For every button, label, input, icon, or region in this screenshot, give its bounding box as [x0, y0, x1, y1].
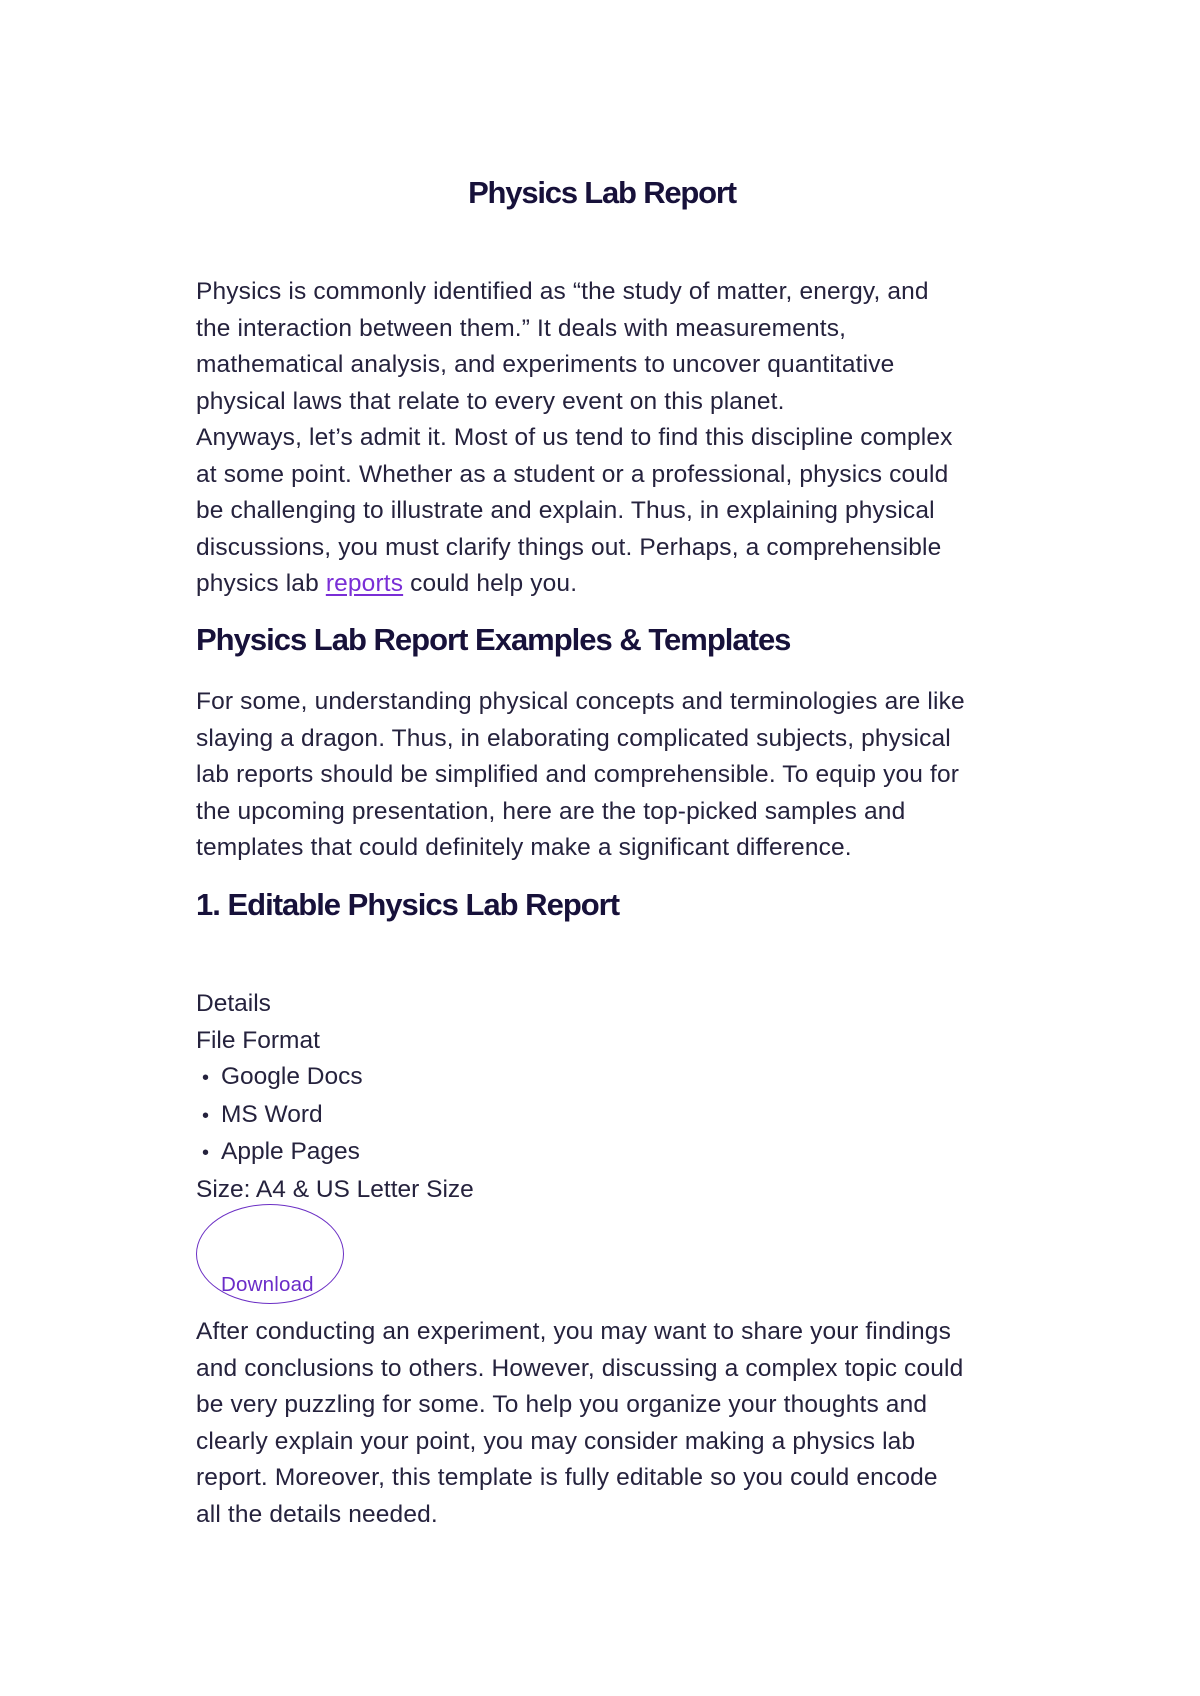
examples-paragraph: For some, understanding physical concepts and terminologies are like slaying a dragon. Thus, in elaborating complicated subjects, physical lab reports should be simplified and comprehensible. To equip you for the upcoming presentation, here are the top-picked samples and templates that could definitely make a significant difference. — [196, 688, 965, 861]
file-format-list — [196, 1059, 474, 1172]
download-label: Download — [221, 1273, 314, 1296]
details-block — [196, 986, 474, 1208]
format-ms-word: MS Word — [221, 1100, 323, 1128]
bullet-icon: • — [202, 1104, 210, 1127]
document-title: Physics Lab Report — [468, 175, 736, 210]
editable-report-paragraph: After conducting an experiment, you may want to share your findings and conclusions to others. However, discussing a complex topic could be very puzzling for some. To help you organize your thoughts and clearly explain your point, you may consider making a physics lab report. Moreover, this template is fully editable so you could encode all the details needed. — [196, 1318, 964, 1528]
intro-paragraph — [196, 274, 956, 603]
intro-text-after-link: could help you. — [403, 570, 578, 597]
details-label: Details — [196, 990, 271, 1017]
list-item — [196, 1134, 474, 1172]
examples-heading: Physics Lab Report Examples & Templates — [196, 622, 791, 657]
reports-link[interactable]: reports — [325, 570, 404, 597]
bullet-icon: • — [202, 1142, 210, 1164]
file-format-label: File Format — [196, 1026, 320, 1054]
list-item — [196, 1059, 474, 1097]
format-apple-pages: Apple Pages — [221, 1138, 360, 1165]
list-item — [196, 1097, 474, 1135]
bullet-icon: • — [202, 1067, 210, 1089]
download-button[interactable] — [196, 1204, 344, 1304]
editable-report-heading: 1. Editable Physics Lab Report — [196, 887, 620, 922]
intro-text-before-link: Physics is commonly identified as “the study of matter, energy, and the interaction between them.” It deals with measurements, mathematical analysis, and experiments to uncover quantitative physical laws that relate to every event on this planet. Anyways, let’s admit it. Most of us tend to find this discipline complex at some point. Whether as a student or a professional, physics could be challenging to illustrate and explain. Thus, in explaining physical discussions, you must clarify things out. Perhaps, a comprehensible physics lab — [196, 278, 953, 597]
size-info: Size: A4 & US Letter Size — [196, 1175, 474, 1203]
format-google-docs: Google Docs — [221, 1063, 363, 1090]
